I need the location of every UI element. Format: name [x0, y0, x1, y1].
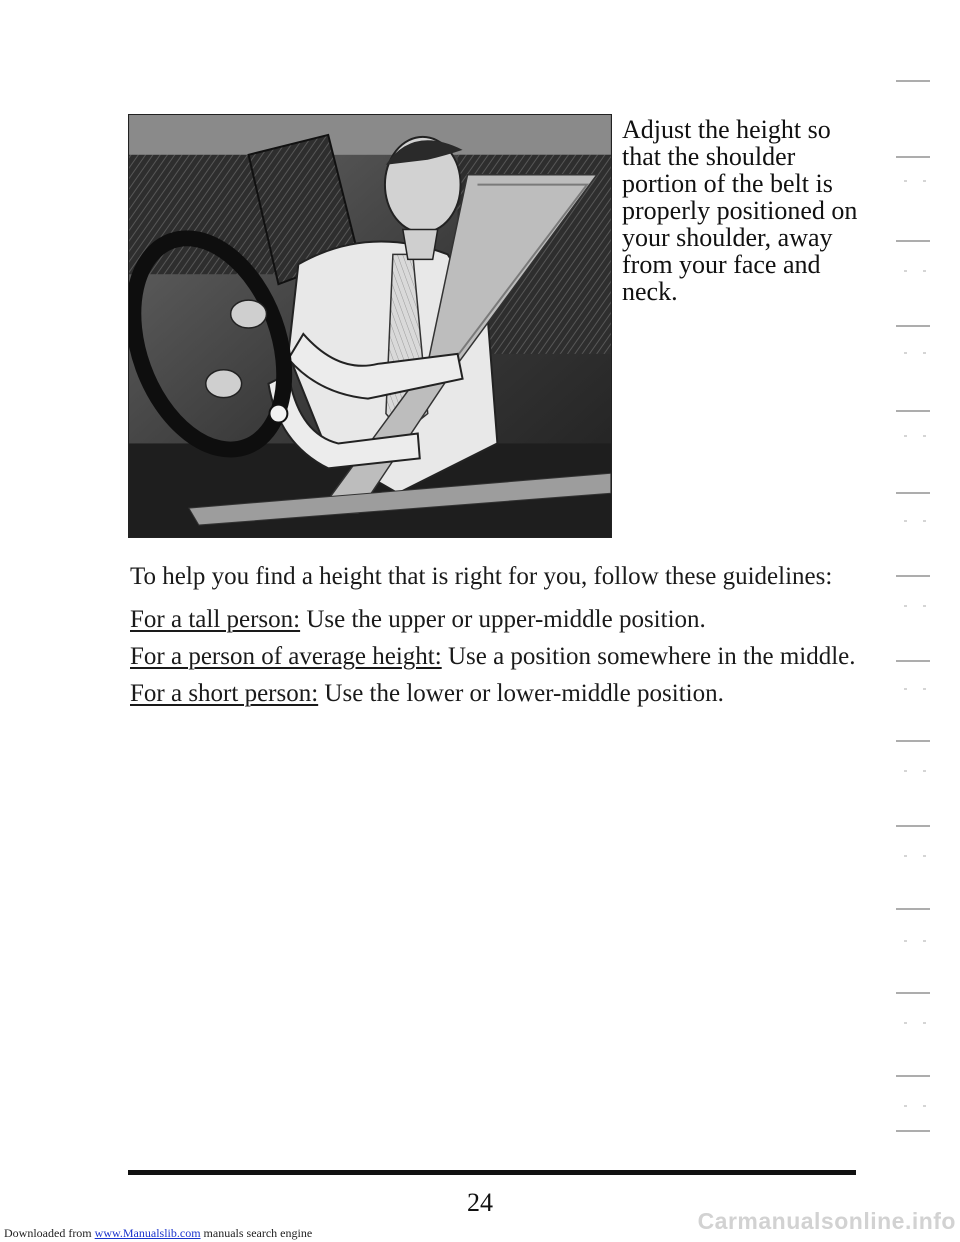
guideline-tall-person — [130, 605, 870, 635]
guideline-short-person — [130, 679, 870, 709]
side-caption: Adjust the height so that the shoulder portion of the belt is properly positioned on your shoulder, away from your face and neck. — [622, 115, 858, 306]
guideline-text: Use the upper or upper-middle position. — [300, 606, 706, 633]
page-number: 24 — [467, 1188, 493, 1217]
guideline-term: For a person of average height: — [130, 643, 442, 670]
watermark-prefix: Downloaded from — [4, 1226, 95, 1240]
footer-rule — [128, 1170, 856, 1175]
download-watermark — [4, 1226, 312, 1241]
driver-seatbelt-illustration — [128, 114, 612, 538]
page-edge-marks — [890, 80, 930, 1140]
guideline-term: For a short person: — [130, 680, 319, 707]
guidelines-intro: To help you find a height that is right for you, follow these guidelines: — [130, 563, 833, 590]
guideline-average-height — [130, 642, 870, 672]
site-watermark: Carmanualsonline.info — [697, 1208, 956, 1234]
guideline-term: For a tall person: — [130, 606, 301, 633]
guideline-text: Use the lower or lower-middle position. — [318, 680, 724, 707]
watermark-suffix: manuals search engine — [200, 1226, 313, 1240]
manualslib-link[interactable]: www.Manualslib.com — [94, 1226, 201, 1240]
guideline-text: Use a position somewhere in the middle. — [441, 643, 856, 670]
